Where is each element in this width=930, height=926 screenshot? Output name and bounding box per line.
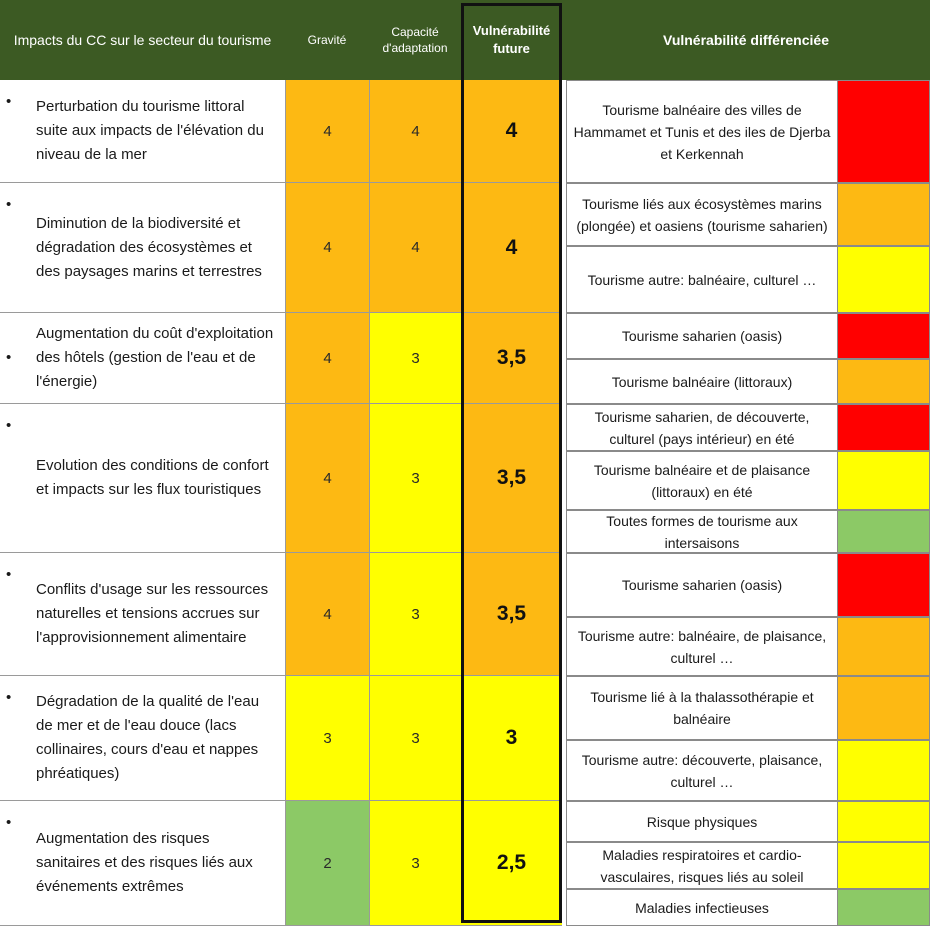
gravite-score: 4 <box>285 183 369 313</box>
vulnerabilite-score: 3,5 <box>461 404 562 553</box>
gravite-score: 3 <box>285 676 369 801</box>
vulnerability-level-swatch <box>837 842 930 889</box>
vulnerabilite-score: 4 <box>461 80 562 183</box>
vulnerability-level-swatch <box>837 740 930 801</box>
vulnerability-level-swatch <box>837 80 930 183</box>
impact-text: Augmentation des risques sanitaires et des risques liés aux événements extrêmes <box>36 830 253 895</box>
impact-cell <box>0 313 285 404</box>
differentiated-label: Tourisme balnéaire (littoraux) <box>566 359 837 404</box>
capacite-score: 3 <box>369 801 461 926</box>
vulnerabilite-score: 3,5 <box>461 553 562 676</box>
vulnerability-level-swatch <box>837 617 930 676</box>
header-vulnerabilite-differenciee: Vulnérabilité différenciée <box>562 0 930 80</box>
vulnerability-level-swatch <box>837 404 930 451</box>
vulnerabilite-score: 4 <box>461 183 562 313</box>
differentiated-label: Tourisme liés aux écosystèmes marins (plongée) et oasiens (tourisme saharien) <box>566 183 837 246</box>
differentiated-label: Tourisme autre: balnéaire, de plaisance, culturel … <box>566 617 837 676</box>
vulnerability-level-swatch <box>837 183 930 246</box>
gravite-score: 4 <box>285 80 369 183</box>
impact-text: Dégradation de la qualité de l'eau de mer et de l'eau douce (lacs collinaires, cours d'eau et nappes phréatiques) <box>36 693 260 782</box>
bullet-icon: • <box>6 417 12 434</box>
impact-cell <box>0 80 285 183</box>
bullet-icon: • <box>6 349 12 366</box>
differentiated-label: Tourisme lié à la thalassothérapie et balnéaire <box>566 676 837 740</box>
differentiated-label: Risque physiques <box>566 801 837 842</box>
vulnerabilite-score: 2,5 <box>461 801 562 926</box>
capacite-score: 4 <box>369 183 461 313</box>
impact-text: Evolution des conditions de confort et impacts sur les flux touristiques <box>36 457 269 498</box>
bullet-icon: • <box>6 689 12 706</box>
gravite-score: 2 <box>285 801 369 926</box>
impact-text: Augmentation du coût d'exploitation des hôtels (gestion de l'eau et de l'énergie) <box>36 325 274 390</box>
gravite-score: 4 <box>285 313 369 404</box>
vulnerability-level-swatch <box>837 451 930 510</box>
vulnerability-level-swatch <box>837 246 930 313</box>
capacite-score: 3 <box>369 313 461 404</box>
differentiated-label: Tourisme saharien (oasis) <box>566 553 837 617</box>
header-impacts: Impacts du CC sur le secteur du tourisme <box>0 0 285 80</box>
impact-text: Perturbation du tourisme littoral suite aux impacts de l'élévation du niveau de la mer <box>36 98 264 163</box>
capacite-score: 3 <box>369 553 461 676</box>
bullet-icon: • <box>6 814 12 831</box>
vulnerability-level-swatch <box>837 313 930 359</box>
capacite-score: 3 <box>369 676 461 801</box>
differentiated-label: Tourisme autre: balnéaire, culturel … <box>566 246 837 313</box>
differentiated-label: Tourisme balnéaire des villes de Hammamet et Tunis et des iles de Djerba et Kerkennah <box>566 80 837 183</box>
vulnerability-level-swatch <box>837 676 930 740</box>
header-capacite: Capacité d'adaptation <box>369 0 461 80</box>
differentiated-label: Maladies infectieuses <box>566 889 837 926</box>
vulnerabilite-score: 3,5 <box>461 313 562 404</box>
differentiated-label: Tourisme autre: découverte, plaisance, culturel … <box>566 740 837 801</box>
vulnerability-level-swatch <box>837 889 930 926</box>
impact-cell <box>0 676 285 801</box>
gravite-score: 4 <box>285 404 369 553</box>
vulnerability-level-swatch <box>837 553 930 617</box>
vulnerability-level-swatch <box>837 359 930 404</box>
bullet-icon: • <box>6 196 12 213</box>
vulnerabilite-score: 3 <box>461 676 562 801</box>
differentiated-label: Toutes formes de tourisme aux intersaisons <box>566 510 837 553</box>
differentiated-label: Maladies respiratoires et cardio-vasculaires, risques liés au soleil <box>566 842 837 889</box>
differentiated-label: Tourisme saharien (oasis) <box>566 313 837 359</box>
capacite-score: 3 <box>369 404 461 553</box>
impact-cell <box>0 553 285 676</box>
differentiated-label: Tourisme balnéaire et de plaisance (littoraux) en été <box>566 451 837 510</box>
impact-cell <box>0 801 285 926</box>
impact-cell <box>0 183 285 313</box>
capacite-score: 4 <box>369 80 461 183</box>
impact-text: Diminution de la biodiversité et dégradation des écosystèmes et des paysages marins et terrestres <box>36 214 262 280</box>
vulnerability-level-swatch <box>837 510 930 553</box>
bullet-icon: • <box>6 566 12 583</box>
vulnerability-level-swatch <box>837 801 930 842</box>
impact-cell <box>0 404 285 553</box>
gravite-score: 4 <box>285 553 369 676</box>
bullet-icon: • <box>6 93 12 110</box>
header-vulnerabilite-future: Vulnérabilité future <box>461 0 562 80</box>
differentiated-label: Tourisme saharien, de découverte, culturel (pays intérieur) en été <box>566 404 837 451</box>
impact-text: Conflits d'usage sur les ressources naturelles et tensions accrues sur l'approvisionnement alimentaire <box>36 581 269 646</box>
header-gravite: Gravité <box>285 0 369 80</box>
